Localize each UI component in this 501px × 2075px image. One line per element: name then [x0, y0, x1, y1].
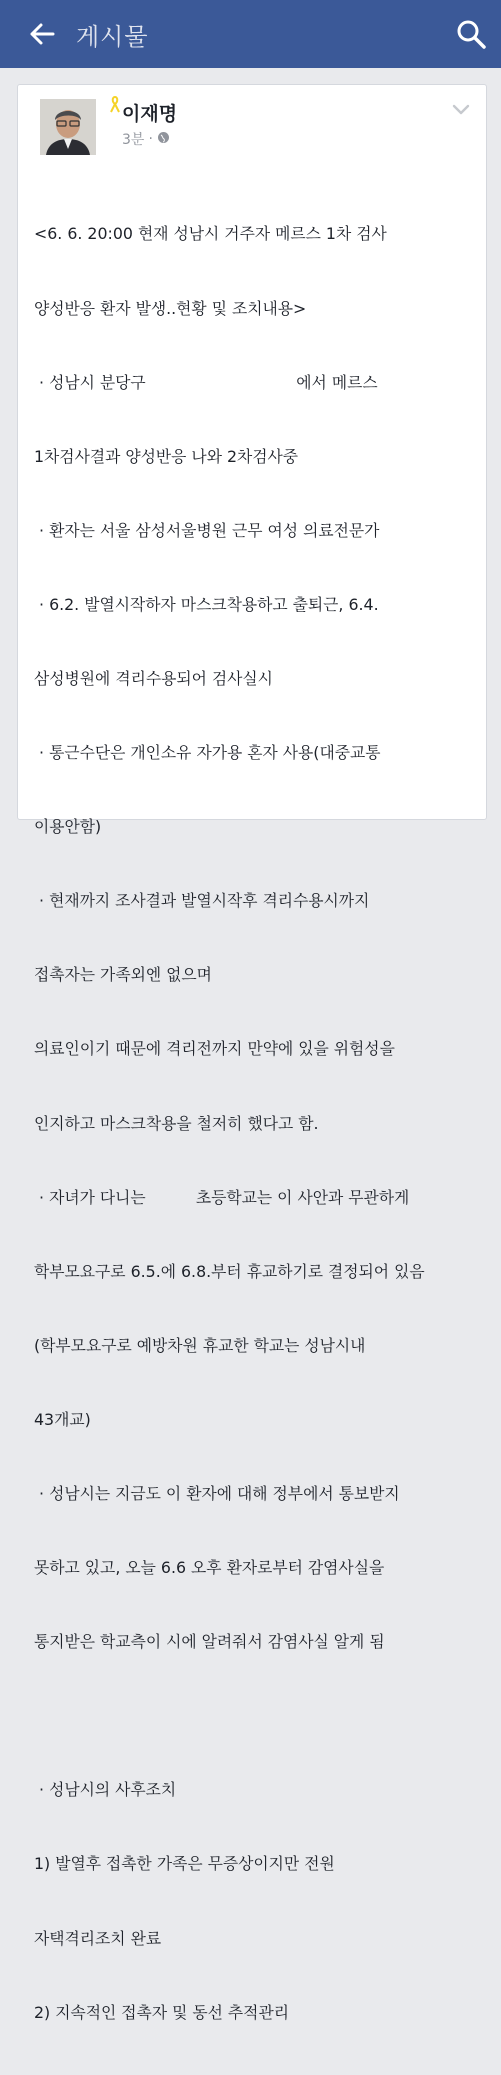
post-time[interactable]: 3분 — [122, 132, 145, 148]
post-line: (학부모요구로 예방차원 휴교한 학교는 성남시내 — [34, 1335, 366, 1355]
post-line: · 자녀가 다니는 초등학교는 이 사안과 무관하게 — [34, 1187, 410, 1207]
avatar[interactable] — [40, 99, 96, 155]
post-line: 이용안함) — [34, 817, 102, 837]
post-line: 1차검사결과 양성반응 나와 2차검사중 — [34, 446, 299, 466]
post-line: 삼성병원에 격리수용되어 검사실시 — [34, 668, 273, 688]
post-line: 1) 발열후 접촉한 가족은 무증상이지만 전원 — [34, 1854, 335, 1874]
post-line: 2) 지속적인 접촉자 및 동선 추적관리 — [34, 2002, 289, 2022]
post-line: · 성남시의 사후조치 — [34, 1780, 177, 1800]
search-icon[interactable] — [455, 18, 487, 50]
page-title: 게시물 — [76, 22, 149, 51]
chevron-down-icon[interactable] — [452, 101, 470, 113]
post-line: 못하고 있고, 오늘 6.6 오후 환자로부터 감염사실을 — [34, 1558, 385, 1578]
post-line: 의료인이기 때문에 격리전까지 만약에 있을 위험성을 — [34, 1039, 395, 1059]
post-line: · 현재까지 조사결과 발열시작후 격리수용시까지 — [34, 891, 370, 911]
post-line: · 환자는 서울 삼성서울병원 근무 여성 의료전문가 — [34, 520, 380, 540]
globe-icon — [157, 131, 170, 148]
yellow-ribbon-icon — [110, 95, 120, 113]
post-line: 양성반응 환자 발생..현황 및 조치내용> — [34, 298, 307, 318]
post-line: 43개교) — [34, 1409, 91, 1429]
post-line: · 6.2. 발열시작하자 마스크착용하고 출퇴근, 6.4. — [34, 594, 379, 614]
back-arrow-icon[interactable] — [22, 14, 62, 54]
post-body — [34, 173, 484, 2075]
post-line: 인지하고 마스크착용을 철저히 했다고 함. — [34, 1113, 319, 1133]
post-line: · 통근수단은 개인소유 자가용 혼자 사용(대중교통 — [34, 743, 381, 763]
post-line: 학부모요구로 6.5.에 6.8.부터 휴교하기로 결정되어 있음 — [34, 1261, 425, 1281]
post-line: <6. 6. 20:00 현재 성남시 거주자 메르스 1차 검사 — [34, 224, 387, 244]
post-line: 접촉자는 가족외엔 없으며 — [34, 965, 212, 985]
post-line: 통지받은 학교측이 시에 알려줘서 감염사실 알게 됨 — [34, 1632, 385, 1652]
post-line: · 성남시는 지금도 이 환자에 대해 정부에서 통보받지 — [34, 1484, 400, 1503]
post-line: 자택격리조치 완료 — [34, 1928, 162, 1948]
top-app-bar — [0, 0, 501, 68]
post-meta — [122, 129, 170, 149]
meta-separator: · — [148, 131, 153, 147]
author-name[interactable]: 이재명 — [122, 103, 178, 125]
post-line — [34, 1704, 484, 1729]
post-line: · 성남시 분당구 에서 메르스 — [34, 372, 378, 392]
post-card — [17, 84, 487, 2022]
